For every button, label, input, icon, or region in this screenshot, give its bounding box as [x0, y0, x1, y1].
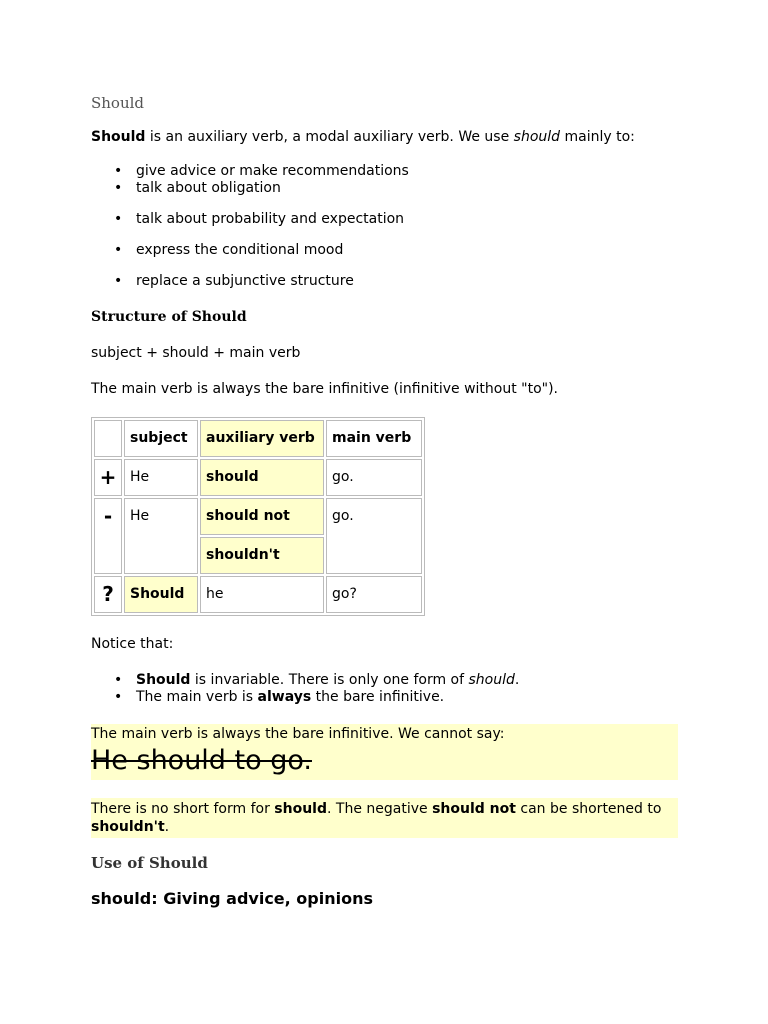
minus-symbol: -	[94, 498, 122, 574]
short-form-bold: should not	[432, 801, 516, 817]
document-page	[91, 93, 691, 907]
list-item: • express the conditional mood	[91, 242, 691, 259]
cell-verb: go.	[326, 498, 422, 574]
intro-text-1: is an auxiliary verb, a modal auxiliary verb. We use	[145, 129, 514, 145]
short-form-box	[91, 798, 678, 838]
cell-verb: go.	[326, 459, 422, 496]
use-heading: Use of Should	[91, 854, 208, 872]
cell-subject: he	[200, 576, 324, 613]
intro-italic-should: should	[513, 129, 561, 145]
list-item: • replace a subjunctive structure	[91, 273, 691, 290]
wrong-example: He should to go.	[91, 745, 312, 776]
structure-table	[91, 417, 425, 616]
cell-aux: should	[200, 459, 324, 496]
warning-box	[91, 724, 678, 780]
header-auxiliary-verb: auxiliary verb	[200, 420, 324, 457]
notice-text: is invariable. There is only one form of	[190, 672, 469, 688]
cell-aux-short: shouldn't	[200, 537, 324, 574]
uses-list	[91, 163, 691, 290]
notice-label: Notice that:	[91, 636, 174, 652]
structure-formula: subject + should + main verb	[91, 345, 301, 361]
notice-italic: should	[468, 672, 515, 688]
cell-aux: should not	[200, 498, 324, 535]
notice-bold: always	[257, 689, 312, 705]
cell-verb: go?	[326, 576, 422, 613]
table-row-question	[94, 576, 422, 613]
list-item: • give advice or make recommendations	[91, 163, 691, 180]
question-symbol: ?	[94, 576, 122, 613]
short-form-text: can be shortened to	[515, 801, 662, 817]
cell-aux: Should	[124, 576, 198, 613]
advice-heading: should: Giving advice, opinions	[91, 889, 374, 908]
intro-text-2: mainly to:	[560, 129, 635, 145]
short-form-bold: should	[274, 801, 328, 817]
short-form-text: .	[164, 819, 170, 835]
list-item: • talk about probability and expectation	[91, 211, 691, 228]
notice-list	[91, 672, 691, 706]
list-item	[91, 689, 691, 706]
short-form-text: There is no short form for	[91, 801, 275, 817]
header-subject: subject	[124, 420, 198, 457]
cell-subject: He	[124, 498, 198, 574]
intro-bold-should: Should	[91, 129, 146, 145]
table-row-negative	[94, 498, 422, 535]
notice-end: the bare infinitive.	[311, 689, 445, 705]
short-form-text: . The negative	[327, 801, 433, 817]
page-title: Should	[91, 94, 145, 112]
list-item: • talk about obligation	[91, 180, 691, 197]
notice-end: .	[514, 672, 520, 688]
notice-text: The main verb is	[136, 689, 258, 705]
table-corner-cell	[94, 420, 122, 457]
intro-paragraph	[91, 129, 691, 146]
table-row-positive	[94, 459, 422, 496]
short-form-bold: shouldn't	[91, 819, 165, 835]
cell-subject: He	[124, 459, 198, 496]
list-item	[91, 672, 691, 689]
warning-text: The main verb is always the bare infinitive. We cannot say:	[91, 726, 505, 742]
structure-heading: Structure of Should	[91, 309, 247, 325]
notice-bold: Should	[136, 672, 191, 688]
header-main-verb: main verb	[326, 420, 422, 457]
table-header-row	[94, 420, 422, 457]
main-verb-note: The main verb is always the bare infinitive (infinitive without "to").	[91, 381, 559, 397]
plus-symbol: +	[94, 459, 122, 496]
